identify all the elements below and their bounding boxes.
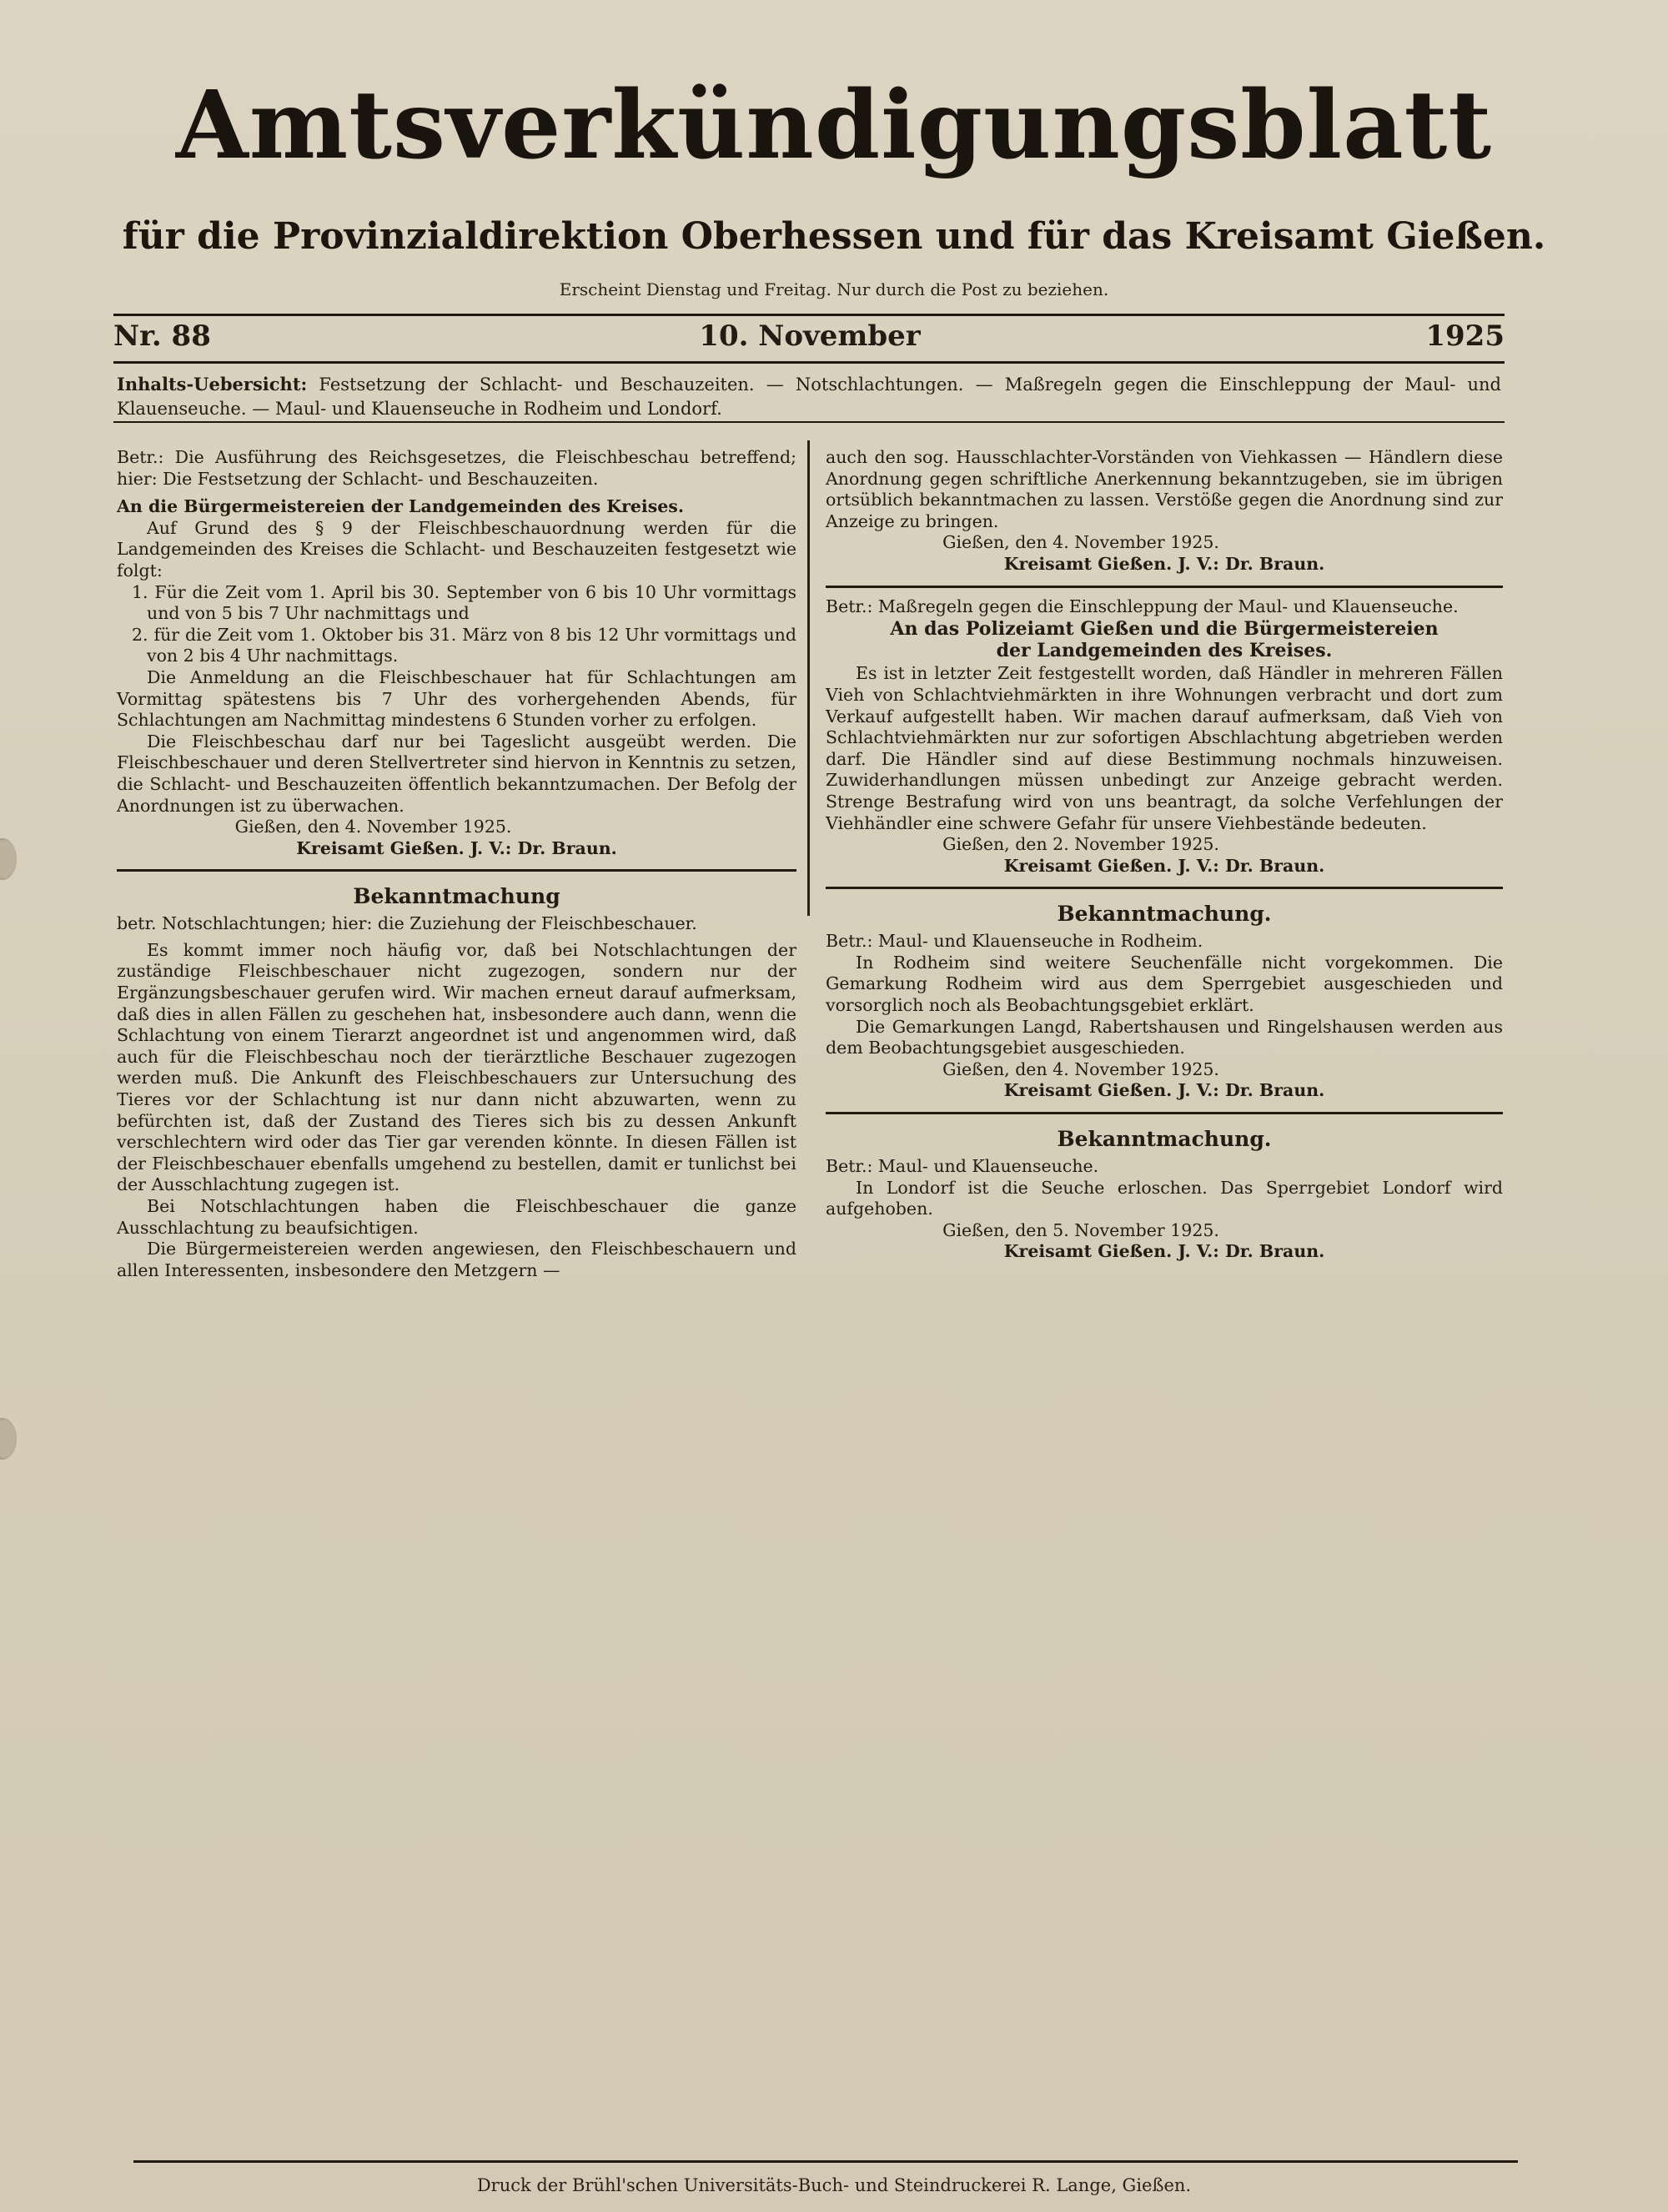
toc-label: Inhalts-Uebersicht: (117, 374, 308, 395)
article-signature: Kreisamt Gießen. J. V.: Dr. Braun. (1003, 855, 1325, 876)
article-signature: Kreisamt Gießen. J. V.: Dr. Braun. (1003, 1241, 1325, 1262)
printer-imprint: Druck der Brühl'schen Universitäts-Buch- und Steindruckerei R. Lange, Gießen. (476, 2175, 1192, 2195)
article-paragraph: Es ist in letzter Zeit festgestellt worden, daß Händler in mehreren Fällen Vieh von Schlachtviehmärkten in ihre Wohnungen verbracht und dort zum Verkauf aufgestellt haben. Wir machen darauf aufmerksam, daß Vieh von Schlachtviehmärkten nur zur sofortigen Abschlachtung abgetrieben werden darf. Die Händler sind auf diese Bestimmung nochmals hinzuweisen. Zuwiderhandlungen müssen unbedingt zur Anzeige gebracht werden. Strenge Bestrafung wird von uns beantragt, da solche Verfehlungen der Viehhändler eine schwere Gefahr für unsere Viehbestände bedeuten. (826, 663, 1503, 833)
article-betr: Betr.: Die Ausführung des Reichsgesetzes, die Fleischbeschau betreffend; hier: Die Festsetzung der Schlacht- und Beschauzeiten. (117, 447, 796, 489)
article-place-date: Gießen, den 4. November 1925. (234, 817, 512, 837)
article-list-item: 1. Für die Zeit vom 1. April bis 30. September von 6 bis 10 Uhr vormittags und von 5 bis 7 Uhr nachmittags und (132, 581, 796, 624)
masthead-title: Amtsverkündigungsblatt (175, 71, 1493, 180)
article-signature: Kreisamt Gießen. J. V.: Dr. Braun. (1003, 1080, 1325, 1101)
issue-date: 10. November (699, 319, 921, 353)
article-paragraph: Auf Grund des § 9 der Fleischbeschauordnung werden für die Landgemeinden des Kreises die Schlacht- und Beschauzeiten festgesetzt wie folgt: (117, 517, 796, 581)
article-place-date: Gießen, den 4. November 1925. (942, 532, 1219, 553)
article-paragraph: Bei Notschlachtungen haben die Fleischbeschauer die ganze Ausschlachtung zu beaufsichtigen. (117, 1196, 796, 1238)
article-heading: Bekanntmachung. (1057, 1127, 1272, 1152)
article-betr: Betr.: Maul- und Klauenseuche in Rodheim. (826, 931, 1203, 952)
article-address: An das Polizeiamt Gießen und die Bürgermeistereien der Landgemeinden des Kreises. (890, 618, 1439, 661)
article-divider (826, 887, 1503, 889)
issue-line (113, 319, 1505, 361)
issue-number: Nr. 88 (113, 319, 211, 353)
article-betr: betr. Notschlachtungen; hier: die Zuziehung der Fleischbeschauer. (117, 913, 697, 934)
article-paragraph: Die Bürgermeistereien werden angewiesen, den Fleischbeschauern und allen Interessenten, insbesondere den Metzgern — (117, 1239, 796, 1280)
article-signature: Kreisamt Gießen. J. V.: Dr. Braun. (1003, 553, 1325, 574)
issue-year: 1925 (1425, 319, 1505, 353)
toc-text: Festsetzung der Schlacht- und Beschauzeiten. — Notschlachtungen. — Maßregeln gegen die Einschleppung der Maul- und Klauenseuche. — Maul- und Klauenseuche in Rodheim und Londorf. (117, 375, 1501, 419)
article-place-date: Gießen, den 2. November 1925. (942, 834, 1219, 855)
left-column (117, 447, 796, 1281)
article-heading: Bekanntmachung. (1057, 902, 1272, 927)
article-paragraph: Die Anmeldung an die Fleischbeschauer hat für Schlachtungen am Vormittag spätestens bis 7 Uhr des vorhergehenden Abends, für Schlachtungen am Nachmittag mindestens 6 Stunden vorher zu erfolgen. (117, 666, 796, 731)
article-divider (117, 869, 796, 872)
table-of-contents (117, 372, 1501, 421)
header-rule-bottom (113, 361, 1505, 364)
article-paragraph: auch den sog. Hausschlachter-Vorständen von Viehkassen — Händlern diese Anordnung gegen schriftliche Anerkennung bekanntzugeben, sie im übrigen ortsüblich bekanntmachen zu lassen. Verstöße gegen die Anordnung sind zur Anzeige zu bringen. (826, 447, 1503, 531)
footer-rule (133, 2160, 1518, 2163)
column-divider (807, 440, 810, 916)
article-paragraph: In Londorf ist die Seuche erloschen. Das Sperrgebiet Londorf wird aufgehoben. (826, 1177, 1503, 1219)
article-address: An die Bürgermeistereien der Landgemeinden des Kreises. (117, 496, 684, 517)
article-heading: Bekanntmachung (353, 884, 560, 909)
article-betr: Betr.: Maul- und Klauenseuche. (826, 1156, 1099, 1177)
article-paragraph: Die Gemarkungen Langd, Rabertshausen und Ringelshausen werden aus dem Beobachtungsgebiet ausgeschieden. (826, 1016, 1503, 1058)
article-divider (826, 1112, 1503, 1114)
punch-hole (0, 838, 17, 880)
article-list-item: 2. für die Zeit vom 1. Oktober bis 31. März von 8 bis 12 Uhr vormittags und von 2 bis 4 Uhr nachmittags. (132, 624, 796, 666)
article-signature: Kreisamt Gießen. J. V.: Dr. Braun. (296, 837, 617, 858)
article-place-date: Gießen, den 5. November 1925. (942, 1219, 1219, 1240)
toc-rule (113, 421, 1505, 423)
article-paragraph: In Rodheim sind weitere Seuchenfälle nicht vorgekommen. Die Gemarkung Rodheim wird aus dem Sperrgebiet ausgeschieden und vorsorglich noch als Beobachtungsgebiet erklärt. (826, 952, 1503, 1016)
article-paragraph: Es kommt immer noch häufig vor, daß bei Notschlachtungen der zuständige Fleischbeschauer nicht zugezogen, sondern nur der Ergänzungsbeschauer gerufen wird. Wir machen erneut darauf aufmerksam, daß dies in allen Fällen zu geschehen hat, insbesondere auch dann, wenn die Schlachtung von einem Tierarzt angeordnet ist und angenommen wird, daß auch für die Fleischbeschau noch der tierärztliche Beschauer zugezogen werden muß. Die Ankunft des Fleischbeschauers zur Untersuchung des Tieres vor der Schlachtung ist nur dann nicht abzuwarten, wenn zu befürchten ist, daß der Zustand des Tieres sich bis zu dessen Ankunft verschlechtern wird oder das Tier gar verenden könnte. In diesen Fällen ist der Fleischbeschauer ebenfalls umgehend zu bestellen, damit er tunlichst bei der Ausschlachtung zugegen ist. (117, 939, 796, 1195)
masthead-subtitle: für die Provinzialdirektion Oberhessen und für das Kreisamt Gießen. (122, 215, 1546, 258)
header-rule-top (113, 314, 1505, 316)
punch-hole (0, 1418, 17, 1460)
article-divider (826, 586, 1503, 588)
right-column (826, 447, 1503, 1263)
publication-note: Erscheint Dienstag und Freitag. Nur durch die Post zu beziehen. (559, 279, 1109, 299)
article-place-date: Gießen, den 4. November 1925. (942, 1058, 1219, 1079)
article-paragraph: Die Fleischbeschau darf nur bei Tageslicht ausgeübt werden. Die Fleischbeschauer und deren Stellvertreter sind hiervon in Kenntnis zu setzen, die Schlacht- und Beschauzeiten öffentlich bekanntzumachen. Der Befolg der Anordnungen ist zu überwachen. (117, 731, 796, 816)
article-betr: Betr.: Maßregeln gegen die Einschleppung der Maul- und Klauenseuche. (826, 596, 1459, 616)
